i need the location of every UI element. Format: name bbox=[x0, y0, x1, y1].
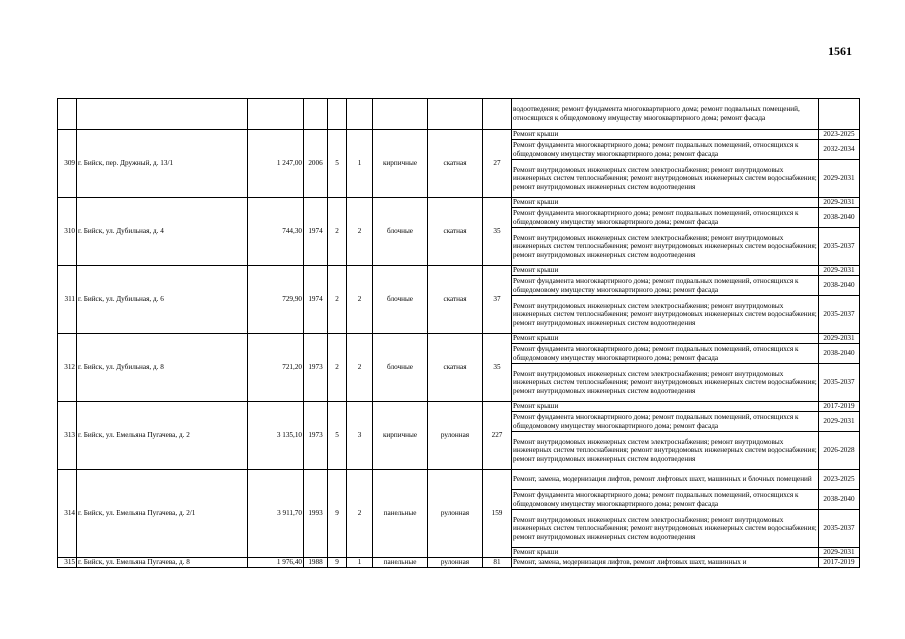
floors-count: 9 bbox=[328, 558, 347, 568]
work-description: Ремонт фундамента многоквартирного дома; ремонт подвальных помещений, относящихся к общедомовому имуществу многоквартирного дома; ремонт фасада bbox=[512, 412, 819, 432]
entrances-count: 2 bbox=[347, 334, 373, 402]
table-row bbox=[58, 334, 860, 344]
work-period: 2029-2031 bbox=[819, 412, 860, 432]
work-description: Ремонт внутридомовых инженерных систем электроснабжения; ремонт внутридомовых инженерных систем теплоснабжения; ремонт внутридомовых инженерных систем водоснабжения; ремонт внутридомовых инженерных систем водоотведения bbox=[512, 228, 819, 266]
build-year: 1973 bbox=[304, 334, 328, 402]
work-period: 2017-2019 bbox=[819, 558, 860, 568]
work-period: 2029-2031 bbox=[819, 334, 860, 344]
work-period: 2035-2037 bbox=[819, 510, 860, 548]
work-period: 2026-2028 bbox=[819, 432, 860, 470]
row-number: 309 bbox=[58, 130, 77, 198]
build-year: 1974 bbox=[304, 266, 328, 334]
residents-count: 35 bbox=[483, 198, 512, 266]
floors-count: 2 bbox=[328, 198, 347, 266]
build-year: 2006 bbox=[304, 130, 328, 198]
residents-count: 81 bbox=[483, 558, 512, 568]
page-number: 1561 bbox=[828, 44, 852, 58]
wall-material: панельные bbox=[373, 558, 428, 568]
entrances-count: 3 bbox=[347, 402, 373, 470]
work-period: 2032-2034 bbox=[819, 140, 860, 160]
residents-count: 227 bbox=[483, 402, 512, 470]
work-period: 2029-2031 bbox=[819, 548, 860, 558]
table-body bbox=[58, 99, 860, 568]
total-area: 1 247,00 bbox=[248, 130, 304, 198]
work-description: Ремонт, замена, модернизация лифтов, ремонт лифтовых шахт, машинных и блочных помещений bbox=[512, 470, 819, 490]
roof-type: рулонная bbox=[428, 402, 483, 470]
work-period: 2023-2025 bbox=[819, 470, 860, 490]
work-period: 2038-2040 bbox=[819, 208, 860, 228]
table-row bbox=[58, 198, 860, 208]
entrances-count: 2 bbox=[347, 266, 373, 334]
address: г. Бийск, пер. Дружный, д. 13/1 bbox=[77, 130, 248, 198]
wall-material: блочные bbox=[373, 266, 428, 334]
build-year: 1993 bbox=[304, 470, 328, 558]
work-period: 2029-2031 bbox=[819, 160, 860, 198]
build-year: 1973 bbox=[304, 402, 328, 470]
total-area: 3 911,70 bbox=[248, 470, 304, 558]
roof-type: скатная bbox=[428, 130, 483, 198]
floors-count: 5 bbox=[328, 130, 347, 198]
work-description: Ремонт внутридомовых инженерных систем электроснабжения; ремонт внутридомовых инженерных систем теплоснабжения; ремонт внутридомовых инженерных систем водоснабжения; ремонт внутридомовых инженерных систем водоотведения bbox=[512, 160, 819, 198]
row-number: 312 bbox=[58, 334, 77, 402]
table-row-continuation bbox=[58, 99, 860, 130]
work-period: 2038-2040 bbox=[819, 344, 860, 364]
wall-material: кирпичные bbox=[373, 130, 428, 198]
roof-type: скатная bbox=[428, 334, 483, 402]
table-row bbox=[58, 558, 860, 568]
work-description: Ремонт крыши bbox=[512, 130, 819, 140]
entrances-count: 1 bbox=[347, 130, 373, 198]
row-number: 310 bbox=[58, 198, 77, 266]
floors-count: 2 bbox=[328, 334, 347, 402]
residents-count: 27 bbox=[483, 130, 512, 198]
table-row bbox=[58, 266, 860, 276]
roof-type: скатная bbox=[428, 266, 483, 334]
work-description: Ремонт, замена, модернизация лифтов, ремонт лифтовых шахт, машинных и bbox=[512, 558, 819, 568]
floors-count: 5 bbox=[328, 402, 347, 470]
wall-material: кирпичные bbox=[373, 402, 428, 470]
work-period: 2023-2025 bbox=[819, 130, 860, 140]
work-period: 2029-2031 bbox=[819, 266, 860, 276]
work-period: 2035-2037 bbox=[819, 296, 860, 334]
work-description: Ремонт внутридомовых инженерных систем электроснабжения; ремонт внутридомовых инженерных систем теплоснабжения; ремонт внутридомовых инженерных систем водоснабжения; ремонт внутридомовых инженерных систем водоотведения bbox=[512, 432, 819, 470]
work-description: Ремонт внутридомовых инженерных систем электроснабжения; ремонт внутридомовых инженерных систем теплоснабжения; ремонт внутридомовых инженерных систем водоснабжения; ремонт внутридомовых инженерных систем водоотведения bbox=[512, 364, 819, 402]
roof-type: скатная bbox=[428, 198, 483, 266]
work-description: Ремонт фундамента многоквартирного дома; ремонт подвальных помещений, относящихся к общедомовому имуществу многоквартирного дома; ремонт фасада bbox=[512, 490, 819, 510]
address: г. Бийск, ул. Емельяна Пугачева, д. 2 bbox=[77, 402, 248, 470]
total-area: 721,20 bbox=[248, 334, 304, 402]
floors-count: 2 bbox=[328, 266, 347, 334]
build-year: 1988 bbox=[304, 558, 328, 568]
roof-type: рулонная bbox=[428, 470, 483, 558]
build-year: 1974 bbox=[304, 198, 328, 266]
row-number: 314 bbox=[58, 470, 77, 558]
wall-material: блочные bbox=[373, 198, 428, 266]
floors-count: 9 bbox=[328, 470, 347, 558]
address: г. Бийск, ул. Дубильная, д. 6 bbox=[77, 266, 248, 334]
address: г. Бийск, ул. Дубильная, д. 4 bbox=[77, 198, 248, 266]
work-description: Ремонт крыши bbox=[512, 402, 819, 412]
row-number: 315 bbox=[58, 558, 77, 568]
residents-count: 37 bbox=[483, 266, 512, 334]
work-description: Ремонт фундамента многоквартирного дома; ремонт подвальных помещений, относящихся к общедомовому имуществу многоквартирного дома; ремонт фасада bbox=[512, 140, 819, 160]
table-row bbox=[58, 402, 860, 412]
roof-type: рулонная bbox=[428, 558, 483, 568]
work-description: Ремонт фундамента многоквартирного дома; ремонт подвальных помещений, относящихся к общедомовому имуществу многоквартирного дома; ремонт фасада bbox=[512, 344, 819, 364]
table-row bbox=[58, 130, 860, 140]
address: г. Бийск, ул. Емельяна Пугачева, д. 8 bbox=[77, 558, 248, 568]
work-period: 2029-2031 bbox=[819, 198, 860, 208]
work-description: Ремонт крыши bbox=[512, 266, 819, 276]
work-period: 2038-2040 bbox=[819, 490, 860, 510]
work-period: 2035-2037 bbox=[819, 228, 860, 266]
row-number: 311 bbox=[58, 266, 77, 334]
work-description: Ремонт фундамента многоквартирного дома; ремонт подвальных помещений, относящихся к общедомовому имуществу многоквартирного дома; ремонт фасада bbox=[512, 276, 819, 296]
work-period: 2035-2037 bbox=[819, 364, 860, 402]
total-area: 729,90 bbox=[248, 266, 304, 334]
address: г. Бийск, ул. Дубильная, д. 8 bbox=[77, 334, 248, 402]
row-number: 313 bbox=[58, 402, 77, 470]
entrances-count: 2 bbox=[347, 198, 373, 266]
work-description: Ремонт крыши bbox=[512, 334, 819, 344]
work-description: Ремонт фундамента многоквартирного дома; ремонт подвальных помещений, относящихся к общедомовому имуществу многоквартирного дома; ремонт фасада bbox=[512, 208, 819, 228]
total-area: 1 976,40 bbox=[248, 558, 304, 568]
residents-count: 35 bbox=[483, 334, 512, 402]
work-description: Ремонт крыши bbox=[512, 548, 819, 558]
work-description: Ремонт внутридомовых инженерных систем электроснабжения; ремонт внутридомовых инженерных систем теплоснабжения; ремонт внутридомовых инженерных систем водоснабжения; ремонт внутридомовых инженерных систем водоотведения bbox=[512, 296, 819, 334]
residents-count: 159 bbox=[483, 470, 512, 558]
table-row bbox=[58, 470, 860, 490]
work-period: 2038-2040 bbox=[819, 276, 860, 296]
work-description: Ремонт внутридомовых инженерных систем электроснабжения; ремонт внутридомовых инженерных систем теплоснабжения; ремонт внутридомовых инженерных систем водоснабжения; ремонт внутридомовых инженерных систем водоотведения bbox=[512, 510, 819, 548]
total-area: 744,30 bbox=[248, 198, 304, 266]
wall-material: панельные bbox=[373, 470, 428, 558]
entrances-count: 1 bbox=[347, 558, 373, 568]
entrances-count: 2 bbox=[347, 470, 373, 558]
work-description: водоотведения; ремонт фундамента многоквартирного дома; ремонт подвальных помещений, относящихся к общедомовому имуществу многоквартирного дома; ремонт фасада bbox=[512, 99, 819, 130]
wall-material: блочные bbox=[373, 334, 428, 402]
work-description: Ремонт крыши bbox=[512, 198, 819, 208]
total-area: 3 135,10 bbox=[248, 402, 304, 470]
work-period: 2017-2019 bbox=[819, 402, 860, 412]
address: г. Бийск, ул. Емельяна Пугачева, д. 2/1 bbox=[77, 470, 248, 558]
repair-schedule-table bbox=[57, 98, 860, 568]
